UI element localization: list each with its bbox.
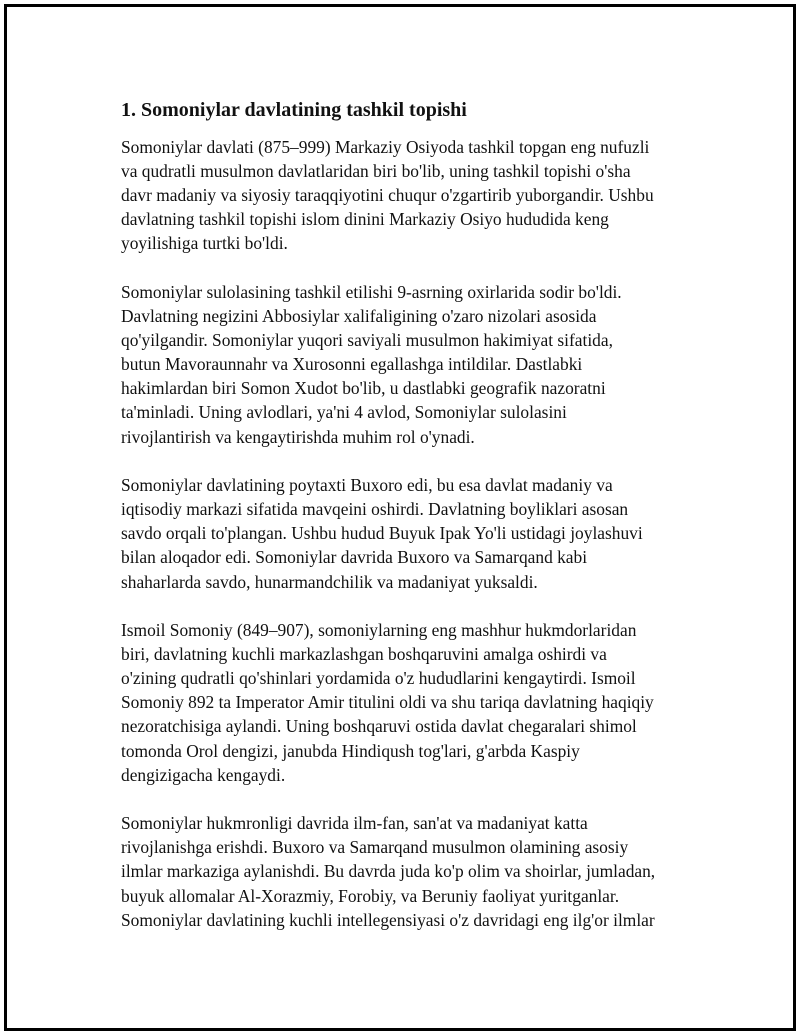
- text-line: Ismoil Somoniy (849–907), somoniylarning eng mashhur hukmdorlaridan: [121, 620, 637, 641]
- text-line: ta'minladi. Uning avlodlari, ya'ni 4 avlod, Somoniylar sulolasini: [121, 402, 567, 423]
- text-line: yoyilishiga turtki bo'ldi.: [121, 233, 288, 254]
- text-line: biri, davlatning kuchli markazlashgan boshqaruvini amalga oshirdi va: [121, 644, 607, 665]
- text-line: davr madaniy va siyosiy taraqqiyotini chuqur o'zgartirib yuborgandir. Ushbu: [121, 185, 654, 206]
- paragraph: [121, 135, 701, 255]
- text-line: Somoniylar davlatining kuchli intellegensiyasi o'z davridagi eng ilg'or ilmlar: [121, 909, 655, 930]
- text-line: rivojlanishga erishdi. Buxoro va Samarqand musulmon olamining asosiy: [121, 837, 629, 858]
- text-line: buyuk allomalar Al-Xorazmiy, Forobiy, va Beruniy faoliyat yuritganlar.: [121, 885, 620, 906]
- text-line: tomonda Orol dengizi, janubda Hindiqush tog'lari, g'arbda Kaspiy: [121, 740, 580, 761]
- text-line: davlatning tashkil topishi islom dinini Markaziy Osiyo hududida keng: [121, 209, 609, 230]
- text-line: va qudratli musulmon davlatlaridan biri bo'lib, uning tashkil topishi o'sha: [121, 161, 631, 182]
- text-line: ilmlar markaziga aylanishdi. Bu davrda juda ko'p olim va shoirlar, jumladan,: [121, 861, 656, 882]
- paragraph: [121, 280, 701, 449]
- paragraph-list: [121, 135, 701, 932]
- text-line: hakimlardan biri Somon Xudot bo'lib, u dastlabki geografik nazoratni: [121, 378, 606, 399]
- page-frame: [4, 4, 796, 1031]
- text-line: Somoniylar davlati (875–999) Markaziy Osiyoda tashkil topgan eng nufuzli: [121, 137, 650, 157]
- text-line: qo'yilgandir. Somoniylar yuqori saviyali musulmon hakimiyat sifatida,: [121, 330, 613, 351]
- paragraph: [121, 811, 701, 931]
- section-heading: 1. Somoniylar davlatining tashkil topishi: [121, 99, 467, 121]
- paragraph: [121, 618, 701, 787]
- document-body: [121, 97, 701, 956]
- text-line: bilan aloqador edi. Somoniylar davrida Buxoro va Samarqand kabi: [121, 547, 588, 568]
- text-line: Somoniylar sulolasining tashkil etilishi 9-asrning oxirlarida sodir bo'ldi.: [121, 281, 622, 302]
- text-line: Davlatning negizini Abbosiylar xalifaligining o'zaro nizolari asosida: [121, 306, 597, 327]
- text-line: butun Mavoraunnahr va Xurosonni egallashga intildilar. Dastlabki: [121, 354, 583, 375]
- text-line: nezoratchisiga aylandi. Uning boshqaruvi ostida davlat chegaralari shimol: [121, 716, 637, 737]
- text-line: o'zining qudratli qo'shinlari yordamida o'z hududlarini kengaytirdi. Ismoil: [121, 668, 636, 689]
- text-line: Somoniylar davlatining poytaxti Buxoro edi, bu esa davlat madaniy va: [121, 475, 613, 496]
- text-line: shaharlarda savdo, hunarmandchilik va madaniyat yuksaldi.: [121, 571, 538, 592]
- text-line: iqtisodiy markazi sifatida mavqeini oshirdi. Davlatning boyliklari asosan: [121, 499, 629, 520]
- text-line: savdo orqali to'plangan. Ushbu hudud Buyuk Ipak Yo'li ustidagi joylashuvi: [121, 523, 643, 544]
- paragraph: [121, 473, 701, 593]
- text-line: dengizigacha kengaydi.: [121, 764, 286, 785]
- text-line: Somoniylar hukmronligi davrida ilm-fan, san'at va madaniyat katta: [121, 813, 588, 834]
- text-line: rivojlantirish va kengaytirishda muhim rol o'ynadi.: [121, 426, 475, 447]
- text-line: Somoniy 892 ta Imperator Amir titulini oldi va shu tariqa davlatning haqiqiy: [121, 692, 654, 713]
